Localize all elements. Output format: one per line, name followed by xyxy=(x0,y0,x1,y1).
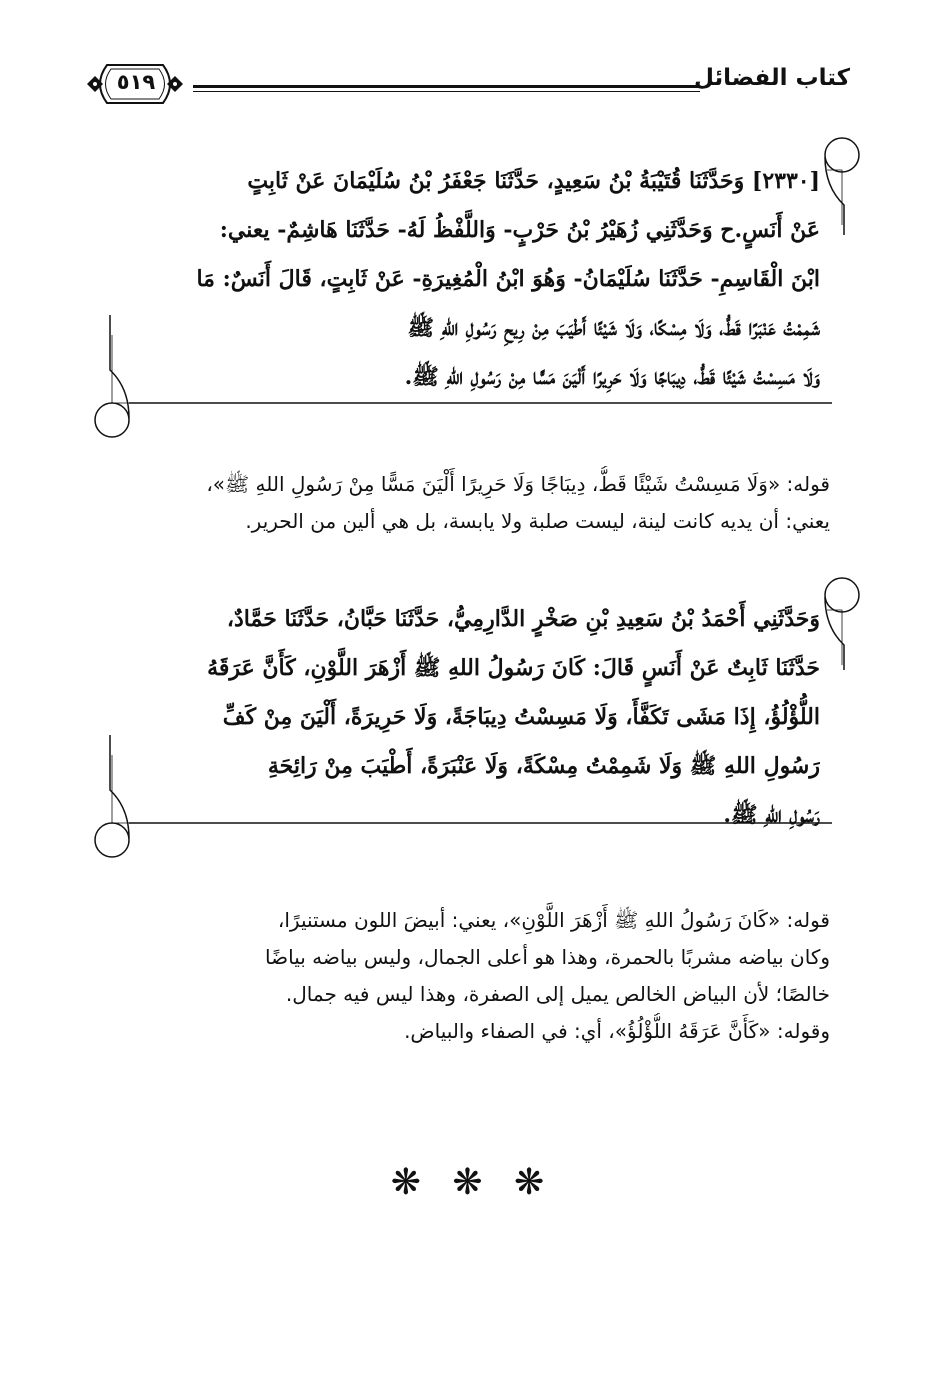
page-number: ٥١٩ xyxy=(116,70,156,94)
commentary-2-line: وقوله: «كَأَنَّ عَرَقَهُ اللُّؤْلُؤُ»، أي: في الصفاء والبياض. xyxy=(404,1019,830,1043)
hadith-2-line: حَدَّثَنَا ثَابِتٌ عَنْ أَنَسٍ قَالَ: كَانَ رَسُولُ اللهِ ﷺ أَزْهَرَ اللَّوْنِ، كَأَنَّ عَرَقَهُ xyxy=(207,655,820,681)
header-rule-thin xyxy=(193,91,700,92)
hadith-2-line: وَحَدَّثَنِي أَحْمَدُ بْنُ سَعِيدِ بْنِ صَخْرٍ الدَّارِمِيُّ، حَدَّثَنَا حَبَّانُ، حَدَّثَنَا حَمَّادٌ، xyxy=(226,606,820,632)
book-title: كتاب الفضائل xyxy=(693,65,850,91)
hadith-2-line: رَسُولِ اللهِ ﷺ وَلَا شَمِمْتُ مِسْكَةً، وَلَا عَنْبَرَةً، أَطْيَبَ مِنْ رَائِحَةِ xyxy=(267,753,820,779)
commentary-2-line: قوله: «كَانَ رَسُولُ اللهِ ﷺ أَزْهَرَ اللَّوْنِ»، يعني: أبيضَ اللون مستنيرًا، xyxy=(277,908,830,932)
hadith-1-line: وَلَا مَسِسْتُ شَيْئًا قَطُّ، دِيبَاجًا وَلَا حَرِيرًا أَلْيَنَ مَسًّا مِنْ رَسُولِ اللهِ ﷺ. xyxy=(404,364,820,390)
hadith-1-line: شَمِمْتُ عَنْبَرًا قَطُّ، وَلَا مِسْكًا، وَلَا شَيْئًا أَطْيَبَ مِنْ رِيحِ رَسُولِ اللهِ ﷺ xyxy=(407,315,820,341)
hadith-1-line: ابْنَ الْقَاسِمِ- حَدَّثَنَا سُلَيْمَانُ- وَهُوَ ابْنُ الْمُغِيرَةِ- عَنْ ثَابِتٍ، قَالَ أَنَسٌ: مَا xyxy=(196,266,820,292)
commentary-1-line: قوله: «وَلَا مَسِسْتُ شَيْئًا قَطُّ، دِيبَاجًا وَلَا حَرِيرًا أَلْيَنَ مَسًّا مِنْ رَسُولِ اللهِ ﷺ»، xyxy=(206,472,830,496)
hadith-1-text xyxy=(130,157,820,402)
hadith-box-2 xyxy=(92,575,862,860)
section-separator: ❋ ❋ ❋ xyxy=(390,1162,555,1203)
commentary-1 xyxy=(110,466,830,540)
hadith-box-1 xyxy=(92,135,862,440)
hadith-1-line: [٢٣٣٠] وَحَدَّثَنَا قُتَيْبَةُ بْنُ سَعِيدٍ، حَدَّثَنَا جَعْفَرُ بْنُ سُلَيْمَانَ عَنْ ثَابِتٍ xyxy=(247,168,820,194)
page-header xyxy=(85,55,850,115)
hadith-2-line: رَسُولِ اللهِ ﷺ. xyxy=(723,802,820,828)
commentary-2 xyxy=(110,902,830,1050)
page-number-ornament xyxy=(85,61,185,107)
hadith-2-line: اللُّؤْلُؤُ، إِذَا مَشَى تَكَفَّأَ، وَلَا مَسِسْتُ دِيبَاجَةً، وَلَا حَرِيرَةً، أَلْيَنَ مِنْ كَفِّ xyxy=(222,704,820,730)
commentary-1-line: يعني: أن يديه كانت لينة، ليست صلبة ولا يابسة، بل هي ألين من الحرير. xyxy=(245,509,830,533)
hadith-2-text xyxy=(130,595,820,840)
commentary-2-line: وكان بياضه مشربًا بالحمرة، وهذا هو أعلى الجمال، وليس بياضه بياضًا xyxy=(265,945,830,969)
hadith-1-line: عَنْ أَنَسٍ.ح وَحَدَّثَنِي زُهَيْرُ بْنُ حَرْبٍ- وَاللَّفْظُ لَهُ- حَدَّثَنَا هَاشِمٌ- يعني: xyxy=(219,217,820,243)
commentary-2-line: خالصًا؛ لأن البياض الخالص يميل إلى الصفرة، وهذا ليس فيه جمال. xyxy=(285,982,830,1006)
header-rule xyxy=(193,85,700,88)
